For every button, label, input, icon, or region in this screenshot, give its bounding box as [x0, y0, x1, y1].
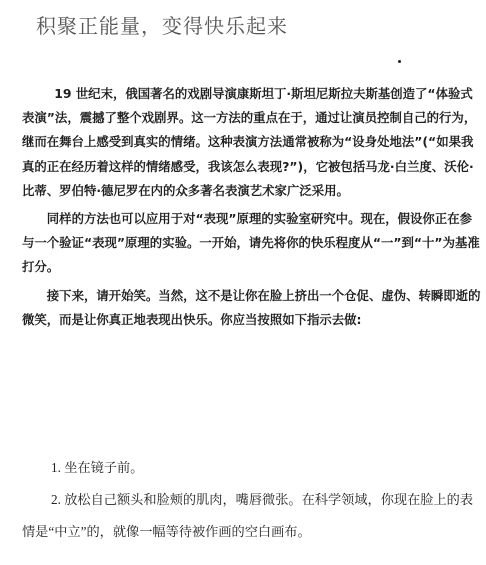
- step-1: 1. 坐在镜子前。: [51, 460, 144, 475]
- paragraph-3: 接下来，请开始笑。当然，这不是让你在脸上挤出一个仓促、虚伪、转瞬即逝的微笑，而是让你真正地表现出快乐。你应当按照如下指示去做:: [22, 287, 481, 327]
- body-text: [22, 82, 482, 336]
- step-2: 2. 放松自己额头和脸颊的肌肉，嘴唇微张。在科学领域，你现在脸上的表情是“中立”的，就像一幅等待被作画的空白画布。: [22, 492, 474, 539]
- page-title: 积聚正能量，变得快乐起来: [36, 14, 288, 38]
- paragraph-1: 19 世纪末，俄国著名的戏剧导演康斯坦丁·斯坦尼斯拉夫斯基创造了“体验式表演”法，震撼了整个戏剧界。这一方法的重点在于，通过让演员控制自己的行为，继而在舞台上感受到真实的情绪。这种表演方法通常被称为“设身处地法”(“如果我真的正在经历着这样的情绪感受，我该怎么表现?”)，它被包括马龙·白兰度、沃伦·比蒂、罗伯特·德尼罗在内的众多著名表演艺术家广泛采用。: [22, 86, 477, 198]
- stray-dot-mark: [398, 60, 401, 63]
- paragraph-2: 同样的方法也可以应用于对“表现”原理的实验室研究中。现在，假设你正在参与一个验证“表现”原理的实验。一开始，请先将你的快乐程度从“一”到“十”为基准打分。: [22, 211, 480, 275]
- instruction-steps: [22, 452, 482, 548]
